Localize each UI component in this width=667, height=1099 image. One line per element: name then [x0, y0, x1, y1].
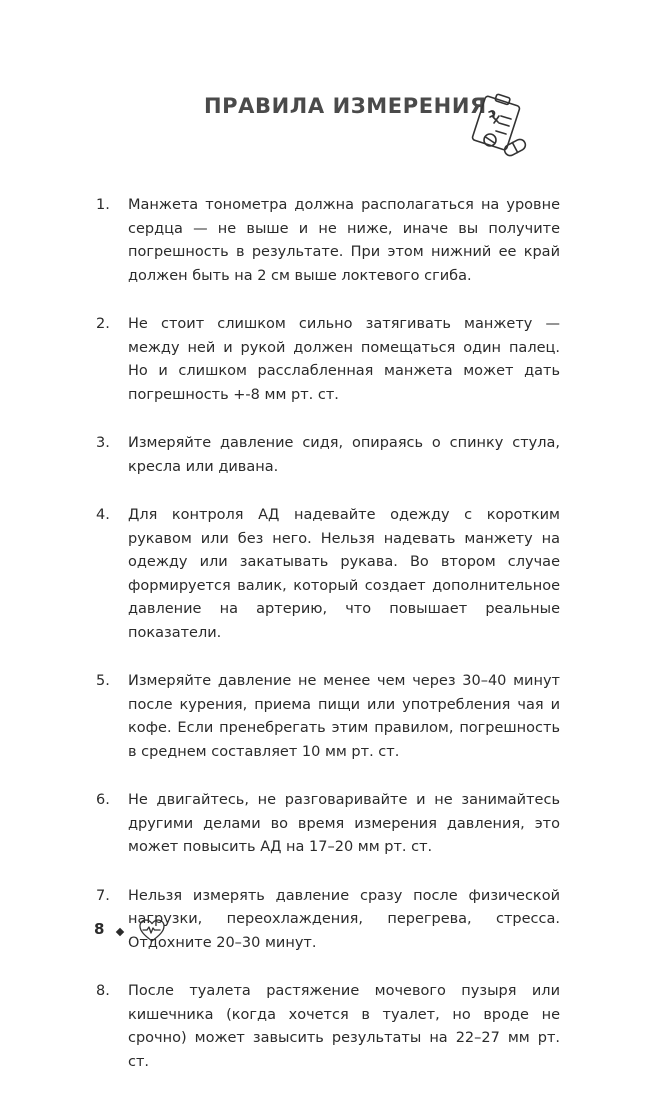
heart-pulse-icon: [138, 918, 166, 944]
item-number: 3.: [96, 435, 110, 451]
diamond-icon: [116, 928, 124, 936]
item-text: После туалета растяжение мочевого пузыря или кишечника (когда хочется в туалет, но вроде не срочно) может завысить результаты на 22–27 мм рт. ст.: [128, 983, 560, 1070]
item-number: 6.: [96, 792, 110, 808]
page-number: 8: [94, 920, 105, 938]
page-footer: [94, 918, 214, 946]
list-item: [96, 670, 560, 764]
item-number: 5.: [96, 673, 110, 689]
list-item: [96, 432, 560, 479]
item-number: 7.: [96, 887, 110, 904]
item-text: Не двигайтесь, не разговаривайте и не занимайтесь другими делами во время измерения давления, это может повысить АД на 17–20 мм рт. ст.: [128, 792, 560, 855]
item-text: Нельзя измерять давление сразу после физической нагрузки, переохлаждения, перегрева, стресса. Отдохните 20–30 минут.: [128, 887, 560, 951]
list-item: [96, 980, 560, 1074]
item-text: Измеряйте давление не менее чем через 30–40 минут после курения, приема пищи или употребления чая и кофе. Если пренебрегать этим правилом, погрешность в среднем составляет 10 мм рт. ст.: [128, 673, 560, 760]
list-item: [96, 194, 560, 288]
page-title: ПРАВИЛА ИЗМЕРЕНИЯ: [204, 94, 487, 118]
item-text: Не стоит слишком сильно затягивать манжету — между ней и рукой должен помещаться один палец. Но и слишком расслабленная манжета может дать погрешность +-8 мм рт. ст.: [128, 316, 560, 403]
item-number: 1.: [96, 197, 110, 213]
item-number: 8.: [96, 983, 110, 999]
item-text: Для контроля АД надевайте одежду с коротким рукавом или без него. Нельзя надевать манжету на одежду или закатывать рукава. Во втором случае формируется валик, который создает дополнительное давление на артерию, что повышает реальные показатели.: [128, 507, 560, 641]
item-number: 4.: [96, 507, 110, 523]
list-item: [96, 313, 560, 407]
item-number: 2.: [96, 316, 110, 332]
list-item: [96, 504, 560, 645]
item-text: Измеряйте давление сидя, опираясь о спинку стула, кресла или дивана.: [128, 435, 560, 475]
list-item: [96, 789, 560, 860]
page-header: [0, 92, 667, 172]
item-text: Манжета тонометра должна располагаться на уровне сердца — не выше и не ниже, иначе вы получите погрешность в результате. При этом нижний ее край должен быть на 2 см выше локтевого сгиба.: [128, 197, 560, 284]
rules-list: [96, 194, 560, 1099]
clipboard-pills-icon: [468, 92, 532, 168]
